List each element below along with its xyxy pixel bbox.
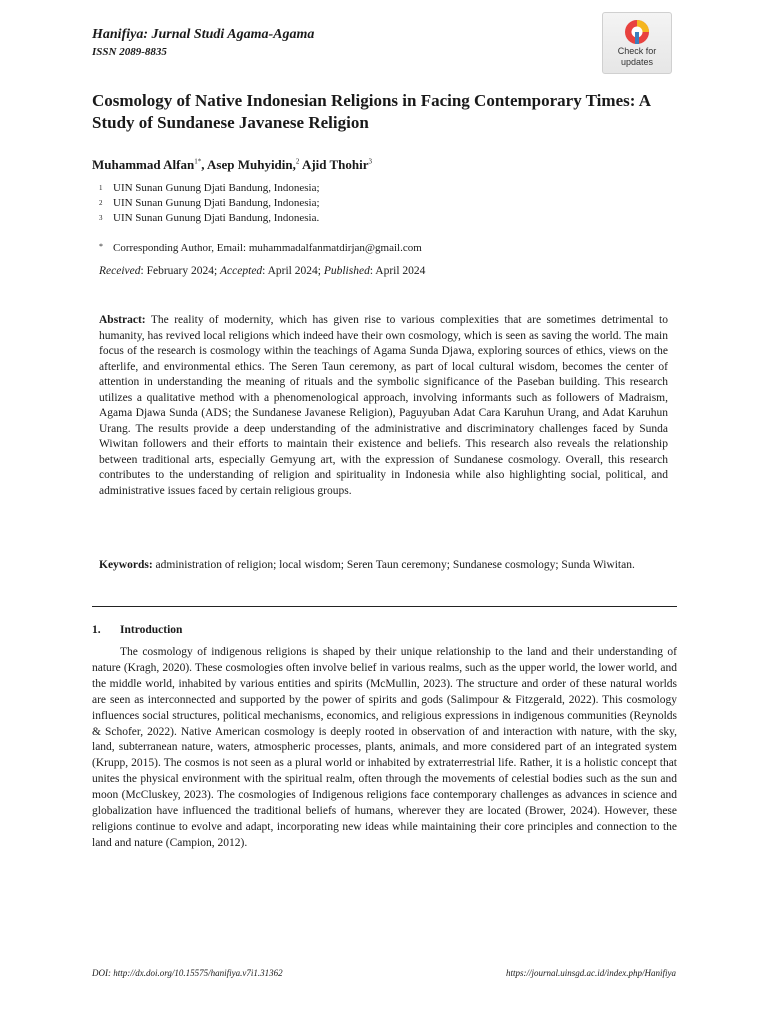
published-label: Published (323, 265, 370, 277)
affiliation-number: 2 (99, 199, 103, 207)
accepted-date: : April 2024; (262, 265, 324, 277)
corresponding-mark: * (99, 242, 103, 251)
check-for-label: Check for (617, 46, 657, 56)
article-title: Cosmology of Native Indonesian Religions in Facing Contemporary Times: A Study of Sundanese Javanese Religion (92, 91, 651, 132)
abstract-text: The reality of modernity, which has given rise to various complexities that are sometimes detrimental to humanity, has revived local religions which indeed have their own cosmology, which is seen as saving the world. The main focus of the research is cosmology within the teachings of Agama Sunda Djawa, exploring sources of ethics, views on the afterlife, and environmental ethics. The Seren Taun ceremony, as part of local cultural wisdom, becomes the center of attention in understanding the meaning of rituals and the symbolic significance of the Paseban building. This research utilizes a qualitative method with a phenomenological approach, involving informants such as followers of Madraism, Agama Djawa Sunda (ADS; the Sundanese Javanese Religion), Paguyuban Adat Cara Karuhun Urang, and Adat Karuhun Urang. The results provide a deep understanding of the administrative and discriminatory challenges faced by Sunda Wiwitan followers and their efforts to maintain their existence and beliefs. This research also reveals the relationship between traditional arts, especially Gemyung art, with the expression of Sundanese cosmology. Overall, this research contributes to the understanding of religion and spirituality in Indonesia while also highlighting social, political, and administrative issues faced by certain religious groups. (99, 314, 668, 497)
check-for-updates-button[interactable] (602, 12, 672, 74)
doi-link[interactable]: DOI: http://dx.doi.org/10.15575/hanifiya.v7i1.31362 (92, 968, 283, 978)
author-superscript: 2 (295, 157, 300, 166)
section-divider (92, 606, 677, 607)
keywords-text: administration of religion; local wisdom; Seren Taun ceremony; Sundanese cosmology; Sunda Wiwitan. (152, 559, 635, 571)
affiliation-item (99, 211, 320, 226)
published-date: : April 2024 (369, 265, 426, 277)
author-name: Ajid Thohir (301, 157, 369, 172)
article-dates (99, 265, 425, 277)
issn: ISSN 2089-8835 (92, 46, 167, 58)
section-number: 1. (92, 624, 101, 636)
affiliation-text: UIN Sunan Gunung Djati Bandung, Indonesia; (113, 182, 320, 194)
affiliation-number: 1 (99, 184, 103, 192)
affiliation-item (99, 196, 320, 211)
abstract (99, 313, 668, 499)
author-superscript: 3 (368, 157, 373, 166)
affiliation-text: UIN Sunan Gunung Djati Bandung, Indonesia. (113, 212, 320, 224)
author-list: Muhammad Alfan$^{1*}$, Asep Muhyidin,$^2$ Ajid Thohir$^3$ (92, 157, 373, 172)
corresponding-text: Corresponding Author, Email: muhammadalfanmatdirjan@gmail.com (113, 242, 422, 254)
accepted-label: Accepted (220, 265, 263, 277)
corresponding-author (99, 242, 422, 254)
affiliation-list (99, 181, 320, 226)
introduction-paragraph: The cosmology of indigenous religions is shaped by their unique relationship to the land and their understanding of nature (Kragh, 2020). These cosmologies often involve belief in various realms, such as the upper world, the lower world, and the middle world, inhabited by various entities and spirits (McMullin, 2023). The structure and order of these natural worlds are seen as interconnected and supported by the power of spirits and gods (Salimpour & Fitzgerald, 2022). This cosmology influences social structures, political mechanisms, economics, and religious expressions in indigenous communities (Reynolds & Schofer, 2022). Native American cosmology is deeply rooted in observation of and interaction with nature, with the sky, land, subterranean nature, waters, atmospheric processes, plants, animals, and more considered part of an integrated system (Krupp, 2015). The cosmos is not seen as a plural world or inhabited by extraterrestrial life. Rather, it is a holistic concept that unites the physical environment with the spiritual realm, often through the movements of celestial bodies such as the sun and moon (McCluskey, 2023). The cosmologies of Indigenous religions face contemporary challenges as advances in science and globalization have influenced the traditional beliefs of humans, wherever they are located (Brower, 2024). However, these religions continue to evolve and adapt, incorporating new ideas while maintaining their core principles and connection to the land and nature (Campion, 2012). (92, 646, 677, 849)
journal-title: Hanifiya: Jurnal Studi Agama-Agama (92, 27, 315, 42)
affiliation-number: 3 (99, 214, 103, 222)
journal-url-link[interactable]: https://journal.uinsgd.ac.id/index.php/Hanifiya (506, 968, 676, 978)
author-superscript: 1* (194, 157, 202, 166)
affiliation-text: UIN Sunan Gunung Djati Bandung, Indonesia; (113, 197, 320, 209)
section-title: Introduction (120, 624, 183, 636)
section-heading (92, 624, 182, 636)
author-name: Asep Muhyidin, (207, 157, 296, 172)
crossmark-icon (624, 19, 650, 45)
keywords (99, 558, 668, 574)
keywords-label: Keywords: (99, 559, 153, 571)
updates-label: updates (620, 57, 654, 67)
received-label: Received (99, 265, 141, 277)
author-name: Muhammad Alfan (92, 157, 195, 172)
received-date: : February 2024; (140, 265, 221, 277)
affiliation-item (99, 181, 320, 196)
abstract-label: Abstract: (99, 314, 146, 326)
